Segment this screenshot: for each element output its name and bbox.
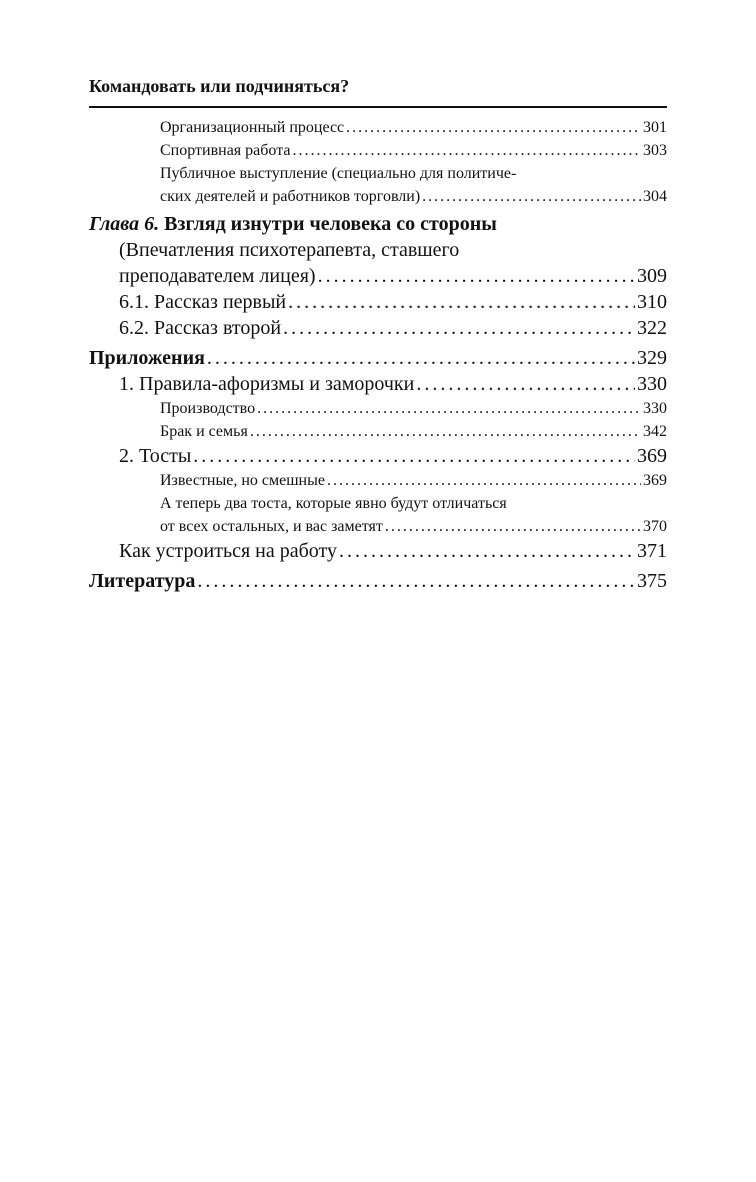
toc-entry-two-toasts bbox=[89, 492, 667, 538]
chapter-title: Взгляд изнутри человека со стороны bbox=[164, 213, 497, 235]
toc-entry-appendices bbox=[89, 345, 667, 371]
toc-page-number: 303 bbox=[643, 142, 667, 159]
toc-entry-title-line2: от всех остальных, и вас заметят bbox=[160, 518, 383, 535]
toc-entry-title: 6.1. Рассказ первый bbox=[119, 291, 287, 313]
toc-entry-title: Организационный процесс bbox=[160, 119, 345, 136]
toc-entry-production bbox=[89, 397, 667, 420]
toc-entry-public-speaking bbox=[89, 162, 667, 208]
toc-entry-known-funny bbox=[89, 469, 667, 492]
toc-entry-organizational-process bbox=[89, 116, 667, 139]
toc-page-number: 301 bbox=[643, 119, 667, 136]
dot-leader bbox=[257, 397, 641, 420]
toc-page-number: 322 bbox=[637, 317, 667, 339]
dot-leader bbox=[288, 289, 635, 315]
toc-entry-title-line1: Публичное выступление (специально для политиче- bbox=[160, 165, 517, 182]
toc-page-number: 304 bbox=[643, 188, 667, 205]
toc-page-number: 309 bbox=[637, 265, 667, 287]
toc-entry-title: Спортивная работа bbox=[160, 142, 291, 159]
toc-entry-title: Брак и семья bbox=[160, 423, 248, 440]
toc-entry-title: Приложения bbox=[89, 347, 205, 369]
toc-entry-marriage-family bbox=[89, 420, 667, 443]
toc-entry-title: 6.2. Рассказ второй bbox=[119, 317, 282, 339]
toc-page-number: 329 bbox=[637, 347, 667, 369]
toc-entry-title: 1. Правила-афоризмы и заморочки bbox=[119, 373, 415, 395]
toc-page-number: 330 bbox=[637, 373, 667, 395]
toc-entry-story-first bbox=[89, 289, 667, 315]
toc-page-number: 369 bbox=[643, 472, 667, 489]
toc-page-number: 371 bbox=[637, 540, 667, 562]
toc-chapter-6 bbox=[89, 211, 667, 289]
toc-entry-title: Известные, но смешные bbox=[160, 472, 325, 489]
dot-leader bbox=[346, 116, 641, 139]
table-of-contents bbox=[89, 116, 667, 594]
toc-page-number: 370 bbox=[643, 518, 667, 535]
toc-page-number: 310 bbox=[637, 291, 667, 313]
toc-entry-title-line2: ских деятелей и работников торговли) bbox=[160, 188, 421, 205]
toc-page-number: 342 bbox=[643, 423, 667, 440]
dot-leader bbox=[292, 139, 641, 162]
header-rule bbox=[89, 106, 667, 108]
chapter-subtitle-line2: преподавателем лицея) bbox=[119, 265, 316, 287]
dot-leader bbox=[193, 443, 635, 469]
toc-page-number: 369 bbox=[637, 445, 667, 467]
toc-page-number: 330 bbox=[643, 400, 667, 417]
dot-leader bbox=[250, 420, 641, 443]
toc-entry-title: Литература bbox=[89, 570, 196, 592]
chapter-label: Глава 6. bbox=[89, 213, 160, 235]
toc-entry-toasts bbox=[89, 443, 667, 469]
toc-entry-title: Производство bbox=[160, 400, 256, 417]
dot-leader bbox=[207, 345, 635, 371]
dot-leader bbox=[283, 315, 635, 341]
toc-page-number: 375 bbox=[637, 570, 667, 592]
toc-entry-literature bbox=[89, 568, 667, 594]
toc-entry-title: Как устроиться на работу bbox=[119, 540, 338, 562]
dot-leader bbox=[422, 185, 641, 208]
toc-entry-story-second bbox=[89, 315, 667, 341]
chapter-subtitle-line1: (Впечатления психотерапевта, ставшего bbox=[119, 239, 460, 261]
dot-leader bbox=[416, 371, 635, 397]
dot-leader bbox=[318, 263, 635, 289]
dot-leader bbox=[327, 469, 641, 492]
toc-entry-title: 2. Тосты bbox=[119, 445, 192, 467]
toc-entry-job-hunting bbox=[89, 538, 667, 564]
toc-entry-title-line1: А теперь два тоста, которые явно будут отличаться bbox=[160, 495, 507, 512]
toc-entry-rules-aphorisms bbox=[89, 371, 667, 397]
toc-entry-sports-work bbox=[89, 139, 667, 162]
dot-leader bbox=[339, 538, 635, 564]
dot-leader bbox=[197, 568, 635, 594]
running-header: Командовать или подчиняться? bbox=[89, 76, 350, 96]
dot-leader bbox=[385, 515, 641, 538]
